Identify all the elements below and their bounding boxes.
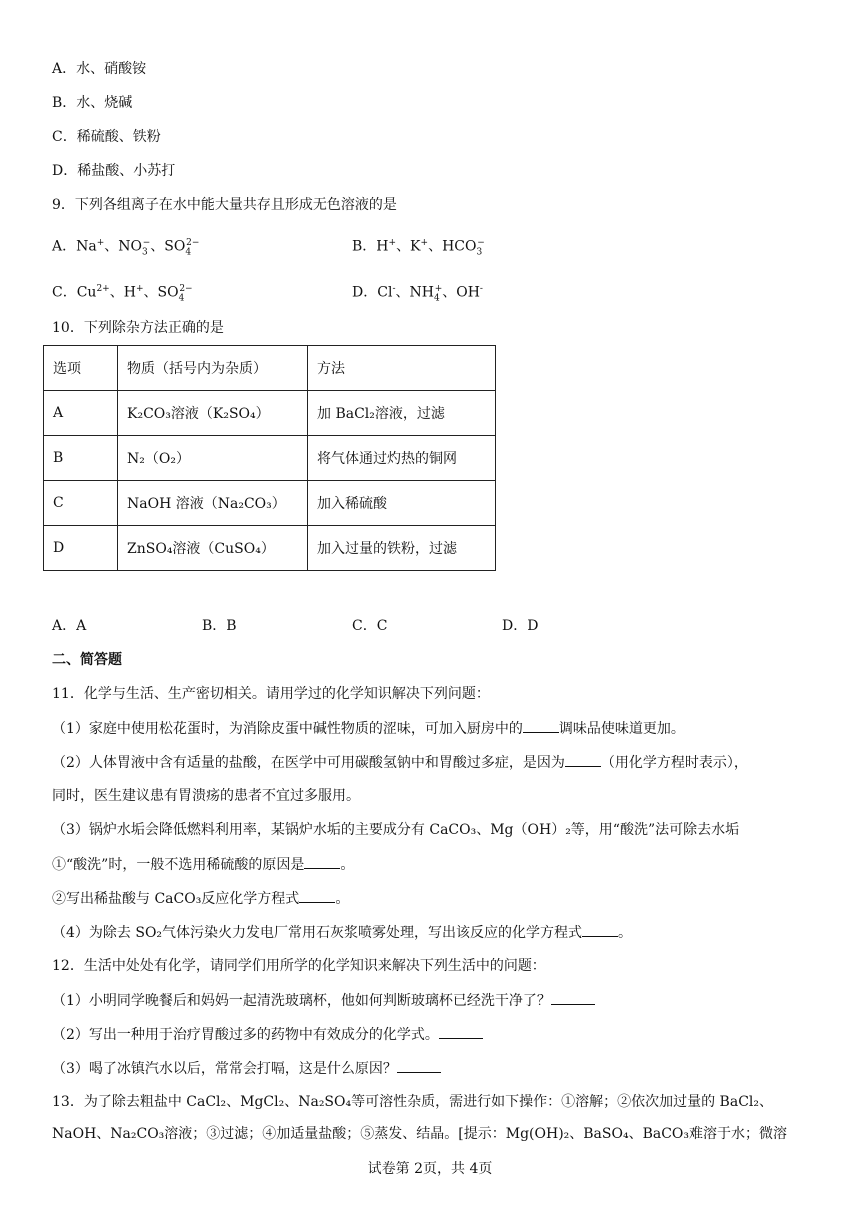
- answer-blank[interactable]: [397, 1058, 441, 1073]
- question-11-stem: 11．化学与生活、生产密切相关。请用学过的化学知识解决下列问题：: [52, 686, 490, 702]
- table-cell: 加入稀硫酸: [308, 481, 496, 526]
- option-b: B．水、烧碱: [52, 95, 133, 111]
- q9-option-d: D．Cl-、$NH_4^+$、OH-: [352, 284, 483, 304]
- q9-option-b: B．H+、K+、$HCO_3^-$: [352, 238, 485, 258]
- q11-part-2-cont: 同时，医生建议患有胃溃疡的患者不宜过多服用。: [52, 788, 360, 804]
- q11-part-4: （4）为除去 SO₂气体污染火力发电厂常用石灰浆喷雾处理，写出该反应的化学方程式 。: [52, 922, 632, 943]
- q11-part-3: （3）锅炉水垢会降低燃料利用率，某锅炉水垢的主要成分有 CaCO₃、Mg（OH）₂等，用“酸洗”法可除去水垢: [52, 822, 740, 838]
- question-10-stem: 10．下列除杂方法正确的是: [52, 320, 224, 336]
- q12-part-1: （1）小明同学晚餐后和妈妈一起清洗玻璃杯，他如何判断玻璃杯已经洗干净了？: [52, 990, 595, 1011]
- table-row: [44, 391, 496, 436]
- table-row: [44, 526, 496, 571]
- table-cell: K₂CO₃溶液（K₂SO₄）: [118, 391, 308, 436]
- table-cell: 加 BaCl₂溶液，过滤: [308, 391, 496, 436]
- q11-part-2: （2）人体胃液中含有适量的盐酸，在医学中可用碳酸氢钠中和胃酸过多症，是因为 （用化学方程时表示），: [52, 752, 748, 773]
- answer-blank[interactable]: [565, 752, 601, 767]
- q9-option-c: C．$Cu^{2+}$、H+、$SO_4^{2-}$: [52, 284, 193, 304]
- question-12-stem: 12．生活中处处有化学，请同学们用所学的化学知识来解决下列生活中的问题：: [52, 958, 546, 974]
- table-header-cell: 物质（括号内为杂质）: [118, 346, 308, 391]
- option-d: D．稀盐酸、小苏打: [52, 163, 176, 179]
- q12-part-3: （3）喝了冰镇汽水以后，常常会打嗝，这是什么原因？: [52, 1058, 441, 1079]
- table-cell: C: [44, 481, 118, 526]
- option-a: A．水、硝酸铵: [52, 61, 147, 77]
- q10-option-c: C．C: [352, 618, 388, 634]
- q10-option-a: A．A: [52, 618, 87, 634]
- q11-part-1: （1）家庭中使用松花蛋时，为消除皮蛋中碱性物质的涩味，可加入厨房中的 调味品使味道更加。: [52, 718, 685, 739]
- table-row: [44, 436, 496, 481]
- table-cell: 加入过量的铁粉，过滤: [308, 526, 496, 571]
- table-header-row: [44, 346, 496, 391]
- impurity-removal-table: [43, 345, 496, 571]
- table-row: [44, 481, 496, 526]
- page-footer: 试卷第 2页，共 4页: [367, 1161, 493, 1177]
- table-cell: 将气体通过灼热的铜网: [308, 436, 496, 481]
- question-13-line-2: NaOH、Na₂CO₃溶液；③过滤；④加适量盐酸；⑤蒸发、结晶。[提示：Mg(OH)₂、BaSO₄、BaCO₃难溶于水；微溶: [52, 1126, 788, 1142]
- q10-option-d: D．D: [502, 618, 539, 634]
- table-cell: D: [44, 526, 118, 571]
- table-header-cell: 选项: [44, 346, 118, 391]
- table-cell: A: [44, 391, 118, 436]
- table-cell: B: [44, 436, 118, 481]
- section-heading: 二、简答题: [52, 652, 122, 668]
- question-13-line-1: 13．为了除去粗盐中 CaCl₂、MgCl₂、Na₂SO₄等可溶性杂质，需进行如下操作：①溶解；②依次加过量的 BaCl₂、: [52, 1094, 773, 1110]
- answer-blank[interactable]: [551, 990, 595, 1005]
- table-cell: NaOH 溶液（Na₂CO₃）: [118, 481, 308, 526]
- q9-option-a: A．Na+、$NO_3^-$、$SO_4^{2-}$: [52, 238, 200, 258]
- q11-part-3-2: ②写出稀盐酸与 CaCO₃反应化学方程式 。: [52, 888, 349, 909]
- answer-blank[interactable]: [439, 1024, 483, 1039]
- answer-blank[interactable]: [582, 922, 618, 937]
- answer-blank[interactable]: [299, 888, 335, 903]
- option-c: C．稀硫酸、铁粉: [52, 129, 161, 145]
- table-header-cell: 方法: [308, 346, 496, 391]
- answer-blank[interactable]: [304, 854, 340, 869]
- table-cell: N₂（O₂）: [118, 436, 308, 481]
- answer-blank[interactable]: [523, 718, 559, 733]
- q11-part-3-1: ①“酸洗”时，一般不选用稀硫酸的原因是 。: [52, 854, 354, 875]
- question-9-stem: 9．下列各组离子在水中能大量共存且形成无色溶液的是: [52, 197, 397, 213]
- q12-part-2: （2）写出一种用于治疗胃酸过多的药物中有效成分的化学式。: [52, 1024, 483, 1045]
- table-cell: ZnSO₄溶液（CuSO₄）: [118, 526, 308, 571]
- q10-option-b: B．B: [202, 618, 237, 634]
